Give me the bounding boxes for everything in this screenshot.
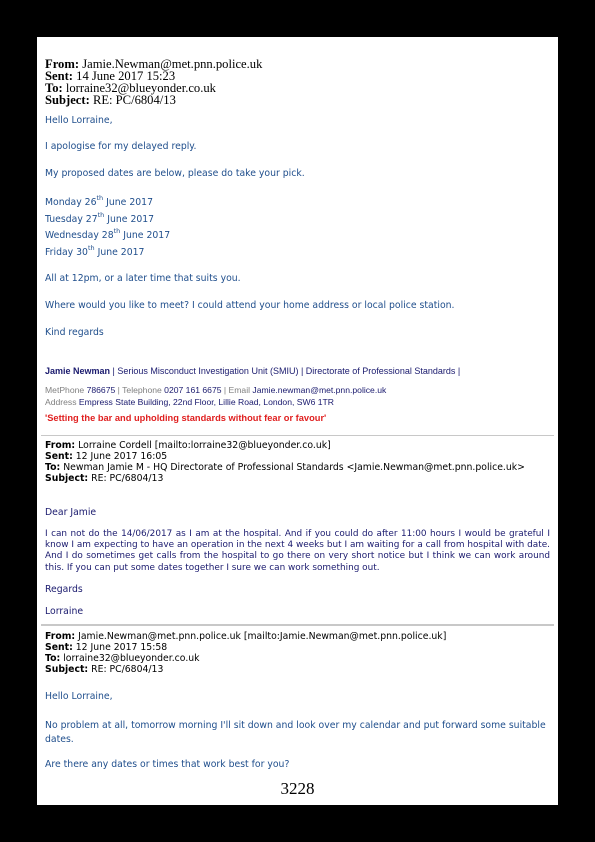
signature-email-link[interactable]: Jamie.newman@met.pnn.police.uk <box>252 385 387 395</box>
page-number: 3228 <box>280 779 315 798</box>
email3-subject: Subject: RE: PC/6804/13 <box>45 664 164 675</box>
separator <box>41 624 554 626</box>
date-item: Friday 30th June 2017 <box>45 243 145 258</box>
email1-to: To: lorraine32@blueyonder.co.uk <box>45 81 216 95</box>
separator <box>41 435 554 436</box>
email2-sent: Sent: 12 June 2017 16:05 <box>45 451 168 462</box>
email1-paragraph-time: All at 12pm, or a later time that suits you. <box>45 273 241 284</box>
signature-unit: | Serious Misconduct Investigation Unit (SMIU) | Directorate of Professional Standards | <box>110 366 461 376</box>
date-item: Wednesday 28th June 2017 <box>45 227 171 241</box>
email3-greeting: Hello Lorraine, <box>45 691 113 702</box>
email1-sent: Sent: 14 June 2017 15:23 <box>45 69 176 83</box>
email1-subject: Subject: RE: PC/6804/13 <box>45 93 176 107</box>
email2-to: To: Newman Jamie M - HQ Directorate of Professional Standards <Jamie.Newman@met.pnn.police.uk> <box>45 462 525 473</box>
signature-motto: 'Setting the bar and upholding standards without fear or favour' <box>45 413 327 423</box>
signature-phone-line: MetPhone 786675 | Telephone 0207 161 6675 | Email Jamie.newman@met.pnn.police.uk <box>45 385 387 395</box>
email2-closing: Regards <box>45 584 83 595</box>
email1-closing: Kind regards <box>45 327 104 338</box>
email2-subject: Subject: RE: PC/6804/13 <box>45 473 164 484</box>
email2-sender-name: Lorraine <box>45 606 84 617</box>
email1-paragraph-location: Where would you like to meet? I could attend your home address or local police station. <box>45 300 455 311</box>
email1-header <box>45 58 550 106</box>
email3-to: To: lorraine32@blueyonder.co.uk <box>45 653 200 664</box>
email1-paragraph-dates-intro: My proposed dates are below, please do take your pick. <box>45 168 305 179</box>
email1-greeting: Hello Lorraine, <box>45 115 113 126</box>
signature-address-line: Address Empress State Building, 22nd Floor, Lillie Road, London, SW6 1TR <box>45 397 335 407</box>
email3-from: From: Jamie.Newman@met.pnn.police.uk [mailto:Jamie.Newman@met.pnn.police.uk] <box>45 631 447 642</box>
email1-date-list <box>45 195 550 261</box>
email1-paragraph-apology: I apologise for my delayed reply. <box>45 141 197 152</box>
date-item: Tuesday 27th June 2017 <box>45 210 155 225</box>
signature-contact <box>45 384 550 408</box>
email3-paragraph-calendar: No problem at all, tomorrow morning I'll sit down and look over my calendar and put forward some suitable dates. <box>45 720 546 745</box>
signature-name: Jamie Newman <box>45 366 111 376</box>
email2-from: From: Lorraine Cordell [mailto:lorraine32@blueyonder.co.uk] <box>45 440 331 451</box>
email3-paragraph-question: Are there any dates or times that work best for you? <box>45 759 290 770</box>
signature-name-line <box>45 366 550 376</box>
email3-sent: Sent: 12 June 2017 15:58 <box>45 642 168 653</box>
document-page <box>37 37 558 805</box>
date-item: Monday 26th June 2017 <box>45 194 153 208</box>
email2-greeting: Dear Jamie <box>45 507 97 518</box>
email3-header <box>45 631 550 675</box>
email2-header <box>45 440 550 484</box>
email2-body: I can not do the 14/06/2017 as I am at the hospital. And if you could do after 11:00 hours I would be grateful I know I am expecting to have an operation in the next 4 weeks but I am waiting for a call from hospital with date. And I do sometimes get calls from the hospital to go there on very short notice but I think we can work around this. If you can put some dates together I sure we can work something out. <box>45 529 550 573</box>
email1-from: From: Jamie.Newman@met.pnn.police.uk <box>45 57 263 71</box>
